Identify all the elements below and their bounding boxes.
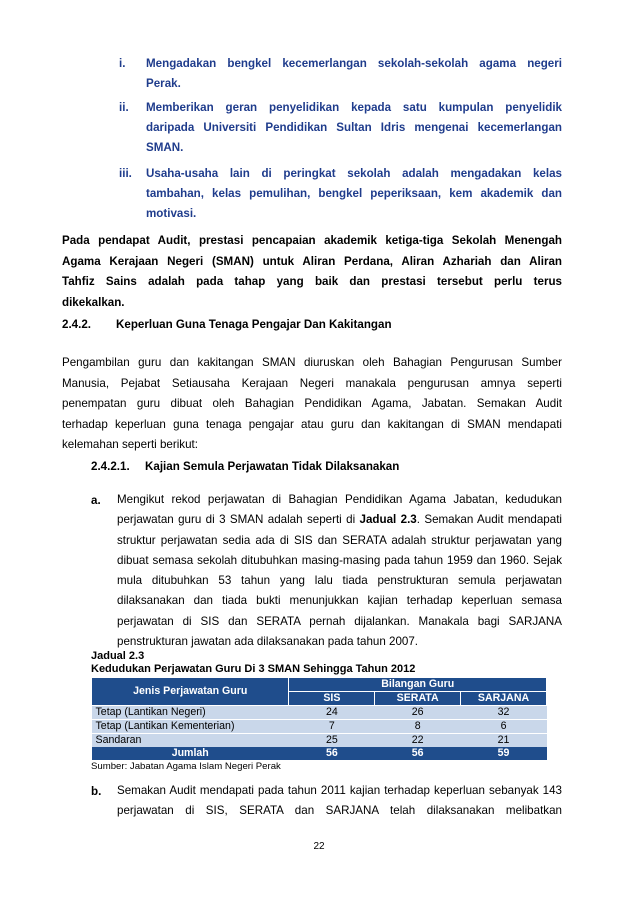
list-item-text: Memberikan geran penyelidikan kepada satu kumpulan penyelidik daripada Universiti Pendidikan Sultan Idris mengenai kecemerlangan SMAN. <box>146 101 562 154</box>
list-item-number: i. <box>119 57 126 70</box>
cell-value: 6 <box>461 720 547 734</box>
table-source: Sumber: Jabatan Agama Islam Negeri Perak <box>91 761 281 772</box>
paragraph-a: Mengikut rekod perjawatan di Bahagian Pendidikan Agama Jabatan, kedudukan perjawatan guru di 3 SMAN adalah seperti di Jadual 2.3. Semakan Audit mendapati struktur perjawatan sedia ada di SIS dan SERATA adalah struktur perjawatan yang dibuat semasa sekolah ditubuhkan masing-masing pada tahun 1959 dan 1960. Sejak mula ditubuhkan 53 tahun yang lalu tiada penstrukturan semula perjawatan dilaksanakan dan tiada bukti menunjukkan kajian terhadap keperluan semasa perjawatan di SIS dan SERATA pernah dijalankan. Manakala bagi SARJANA penstrukturan jawatan ada dilaksanakan pada tahun 2007. <box>117 493 562 649</box>
table-reference: Jadual 2.3 <box>359 513 417 527</box>
row-label: Tetap (Lantikan Negeri) <box>92 706 289 720</box>
paragraph-marker-b: b. <box>91 785 102 798</box>
table-row <box>92 720 547 734</box>
paragraph-b: Semakan Audit mendapati pada tahun 2011 kajian terhadap keperluan sebanyak 143 perjawatan di SIS, SERATA dan SARJANA telah dilaksanakan melibatkan <box>117 784 562 818</box>
column-header-type: Jenis Perjawatan Guru <box>92 678 289 706</box>
column-header-serata: SERATA <box>375 692 461 706</box>
cell-value: 8 <box>375 720 461 734</box>
total-value: 56 <box>375 747 461 760</box>
table-label: Jadual 2.3 <box>91 650 145 662</box>
table-row <box>92 706 547 720</box>
cell-value: 24 <box>289 706 375 720</box>
table-row <box>92 734 547 748</box>
table-header-row <box>92 678 547 692</box>
audit-opinion-paragraph: Pada pendapat Audit, prestasi pencapaian akademik ketiga-tiga Sekolah Menengah Agama Kerajaan Negeri (SMAN) untuk Aliran Perdana, Aliran Azhariah dan Aliran Tahfiz Sains adalah pada tahap yang baik dan prestasi tersebut perlu terus dikekalkan. <box>62 234 562 309</box>
cell-value: 22 <box>375 734 461 748</box>
row-label: Tetap (Lantikan Kementerian) <box>92 720 289 734</box>
list-item-number: ii. <box>119 101 129 114</box>
total-value: 56 <box>289 747 375 760</box>
page-number: 22 <box>313 841 325 852</box>
list-item-text: Usaha-usaha lain di peringkat sekolah adalah mengadakan kelas tambahan, kelas pemulihan, bengkel peperiksaan, kem akademik dan motivasi. <box>146 167 562 220</box>
cell-value: 21 <box>461 734 547 748</box>
total-value: 59 <box>461 747 547 760</box>
paragraph-marker-a: a. <box>91 494 101 507</box>
cell-value: 25 <box>289 734 375 748</box>
section-number: 2.4.2.1. <box>91 460 130 473</box>
cell-value: 32 <box>461 706 547 720</box>
section-2-4-2-paragraph: Pengambilan guru dan kakitangan SMAN diuruskan oleh Bahagian Pengurusan Sumber Manusia, Pejabat Setiausaha Kerajaan Negeri manakala pengurusan amnya seperti penempatan guru dibuat oleh Bahagian Pendidikan Agama, Jabatan. Semakan Audit terhadap keperluan guna tenaga pengajar atau guru dan kakitangan di SMAN mendapati kelemahan seperti berikut: <box>62 356 562 452</box>
table-title: Kedudukan Perjawatan Guru Di 3 SMAN Sehingga Tahun 2012 <box>91 663 416 675</box>
row-label: Sandaran <box>92 734 289 748</box>
cell-value: 7 <box>289 720 375 734</box>
list-item-number: iii. <box>119 167 132 180</box>
column-header-sarjana: SARJANA <box>461 692 547 706</box>
column-group-header: Bilangan Guru <box>289 678 547 692</box>
cell-value: 26 <box>375 706 461 720</box>
staffing-table <box>91 677 547 760</box>
section-number: 2.4.2. <box>62 318 92 331</box>
column-header-sis: SIS <box>289 692 375 706</box>
section-title: Kajian Semula Perjawatan Tidak Dilaksanakan <box>145 460 400 473</box>
table-total-row <box>92 747 547 760</box>
section-title: Keperluan Guna Tenaga Pengajar Dan Kakitangan <box>116 318 392 331</box>
total-label: Jumlah <box>92 747 289 760</box>
list-item-text: Mengadakan bengkel kecemerlangan sekolah-sekolah agama negeri Perak. <box>146 57 562 90</box>
